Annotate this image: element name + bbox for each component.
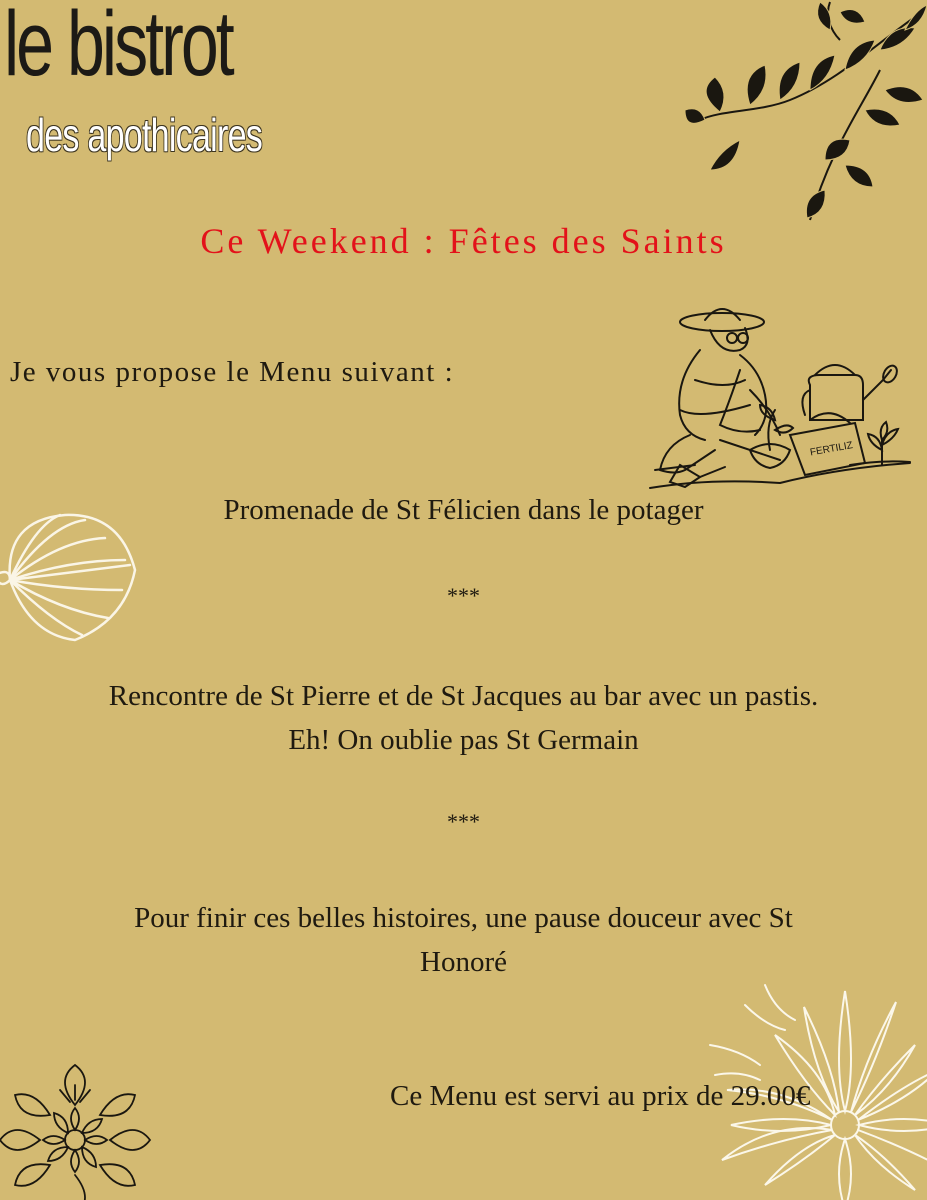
restaurant-logo: [0, 0, 330, 170]
menu-course-3-line-2: Honoré: [420, 946, 507, 978]
menu-course-2-line-1: Rencontre de St Pierre et de St Jacques au bar avec un pastis.: [108, 680, 819, 712]
price-text: Ce Menu est servi au prix de 29.00€: [390, 1080, 811, 1112]
menu-course-2: [0, 674, 927, 762]
menu-separator-2: ***: [447, 809, 480, 834]
gardener-illustration: [650, 300, 915, 495]
dahlia-flower-icon: [0, 1055, 150, 1200]
menu-course-3: [0, 896, 927, 984]
leaf-branch-icon: [680, 0, 927, 230]
fertilizer-label: FERTILIZ: [809, 440, 854, 459]
logo-subtitle: des apothicaires: [26, 109, 263, 161]
menu-separator-1: ***: [447, 583, 480, 608]
menu-course-3-line-1: Pour finir ces belles histoires, une pause douceur avec St: [134, 902, 793, 934]
logo-title: le bistrot: [4, 0, 232, 95]
intro-text: Je vous propose le Menu suivant :: [10, 356, 455, 388]
headline: Ce Weekend : Fêtes des Saints: [200, 221, 727, 261]
menu-course-1: Promenade de St Félicien dans le potager: [223, 494, 704, 526]
menu-course-2-line-2: Eh! On oublie pas St Germain: [288, 724, 639, 756]
